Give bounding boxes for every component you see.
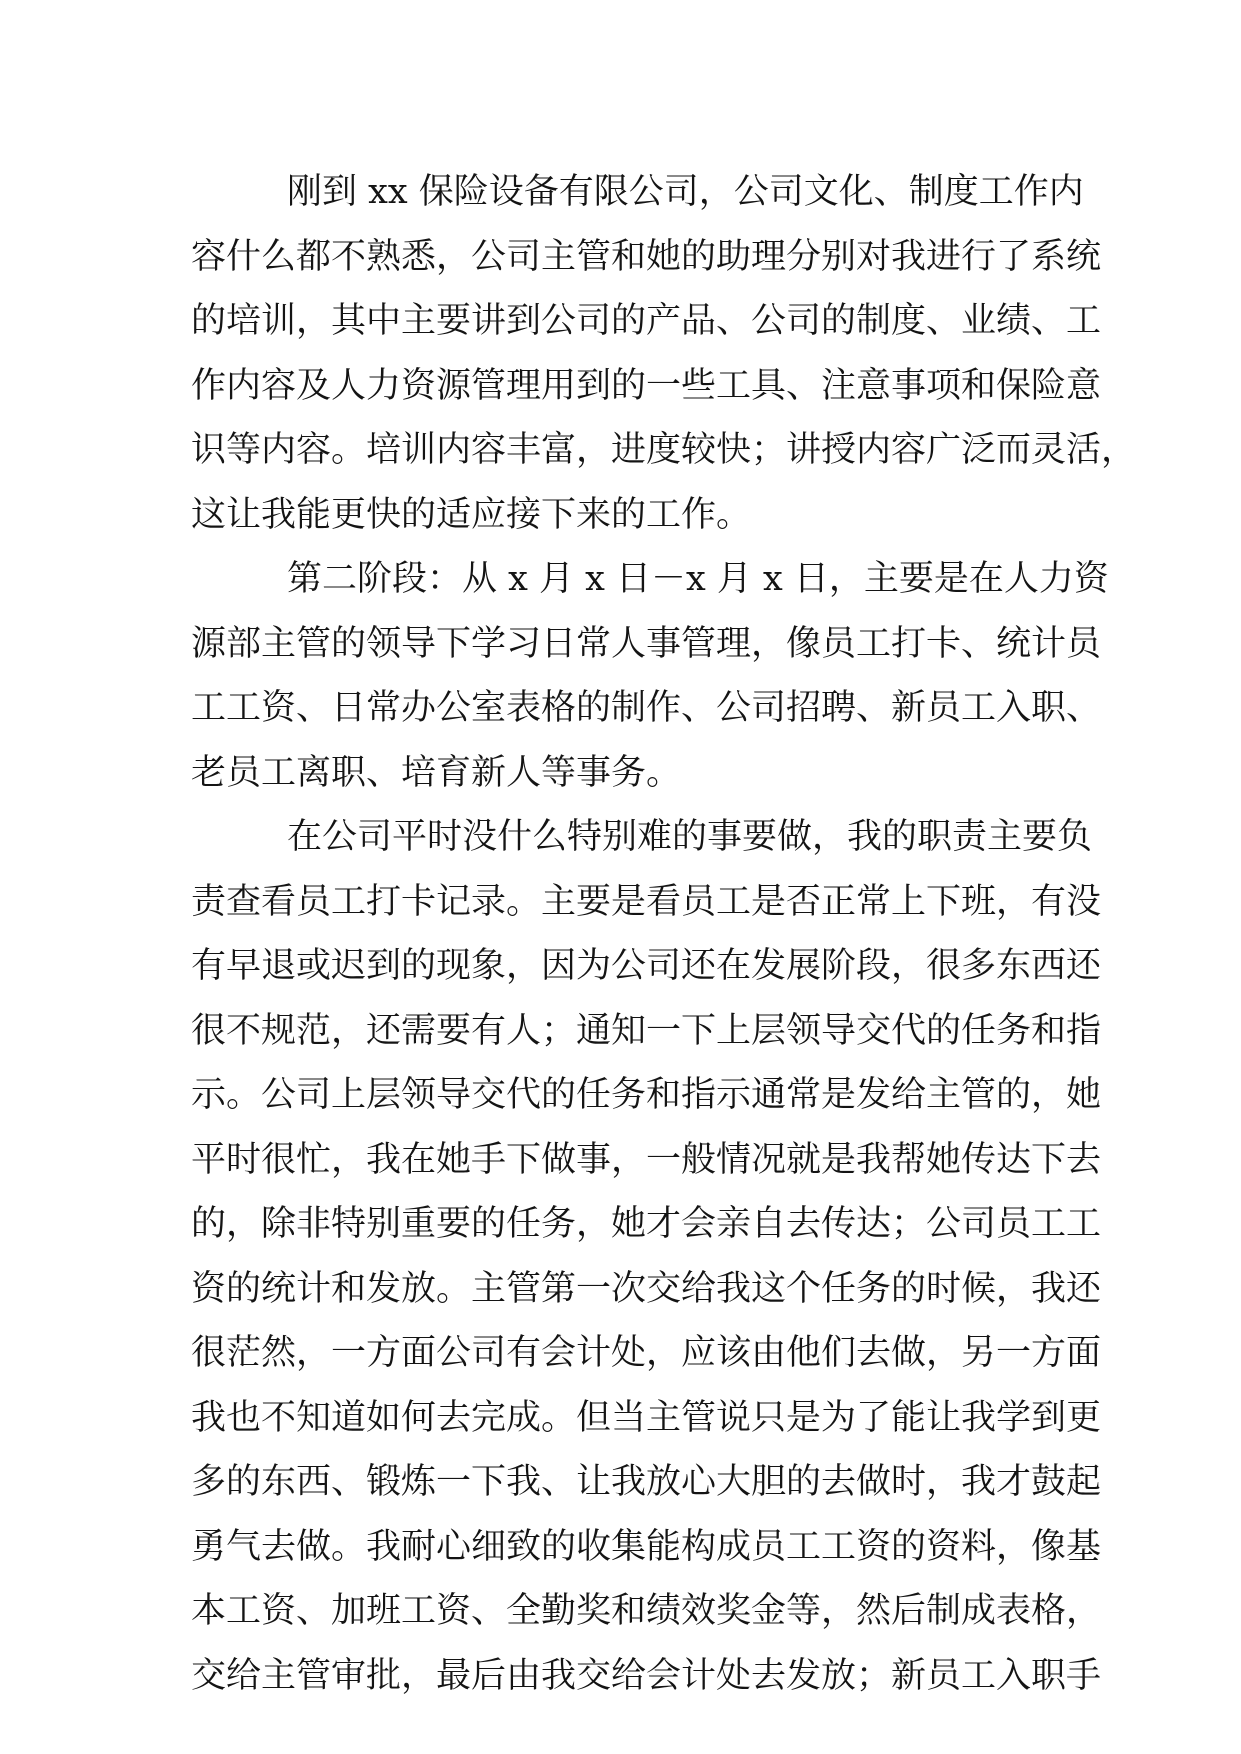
text-line: 平时很忙，我在她手下做事，一般情况就是我帮她传达下去 bbox=[191, 1139, 1102, 1180]
text-line: 工工资、日常办公室表格的制作、公司招聘、新员工入职、 bbox=[191, 688, 1102, 728]
text-line: 第二阶段：从 x 月 x 日－x 月 x 日，主要是在人力资 bbox=[287, 559, 1109, 599]
text-line: 本工资、加班工资、全勤奖和绩效奖金等，然后制成表格， bbox=[191, 1591, 1102, 1631]
text-line: 我也不知道如何去完成。但当主管说只是为了能让我学到更 bbox=[191, 1397, 1102, 1438]
text-line: 识等内容。培训内容丰富，进度较快；讲授内容广泛而灵活， bbox=[191, 430, 1137, 470]
text-line: 的培训，其中主要讲到公司的产品、公司的制度、业绩、工 bbox=[191, 301, 1102, 341]
paragraph-training bbox=[191, 160, 1137, 547]
text-line: 源部主管的领导下学习日常人事管理，像员工打卡、统计员 bbox=[191, 623, 1102, 664]
text-line: 的，除非特别重要的任务，她才会亲自去传达；公司员工工 bbox=[191, 1204, 1102, 1244]
text-line: 有早退或迟到的现象，因为公司还在发展阶段，很多东西还 bbox=[191, 946, 1102, 986]
text-line: 责查看员工打卡记录。主要是看员工是否正常上下班，有没 bbox=[191, 881, 1102, 922]
paragraph-stage-two bbox=[191, 547, 1109, 805]
text-line: 示。公司上层领导交代的任务和指示通常是发给主管的，她 bbox=[191, 1075, 1102, 1115]
text-line: 资的统计和发放。主管第一次交给我这个任务的时候，我还 bbox=[191, 1268, 1102, 1309]
paragraph-duties bbox=[191, 805, 1102, 1708]
text-line: 容什么都不熟悉，公司主管和她的助理分别对我进行了系统 bbox=[191, 236, 1102, 277]
text-line: 很茫然，一方面公司有会计处，应该由他们去做，另一方面 bbox=[191, 1333, 1102, 1373]
document-body bbox=[191, 160, 1137, 1708]
text-line: 交给主管审批，最后由我交给会计处去发放；新员工入职手 bbox=[191, 1655, 1102, 1696]
text-line: 勇气去做。我耐心细致的收集能构成员工工资的资料，像基 bbox=[191, 1526, 1102, 1567]
text-line: 很不规范，还需要有人；通知一下上层领导交代的任务和指 bbox=[191, 1010, 1102, 1051]
text-line: 多的东西、锻炼一下我、让我放心大胆的去做时，我才鼓起 bbox=[191, 1462, 1102, 1502]
text-line: 作内容及人力资源管理用到的一些工具、注意事项和保险意 bbox=[191, 365, 1102, 406]
text-line: 老员工离职、培育新人等事务。 bbox=[191, 752, 682, 793]
text-line: 在公司平时没什么特别难的事要做，我的职责主要负 bbox=[287, 817, 1093, 857]
text-line: 刚到 xx 保险设备有限公司，公司文化、制度工作内 bbox=[287, 172, 1084, 212]
text-line: 这让我能更快的适应接下来的工作。 bbox=[191, 494, 752, 535]
